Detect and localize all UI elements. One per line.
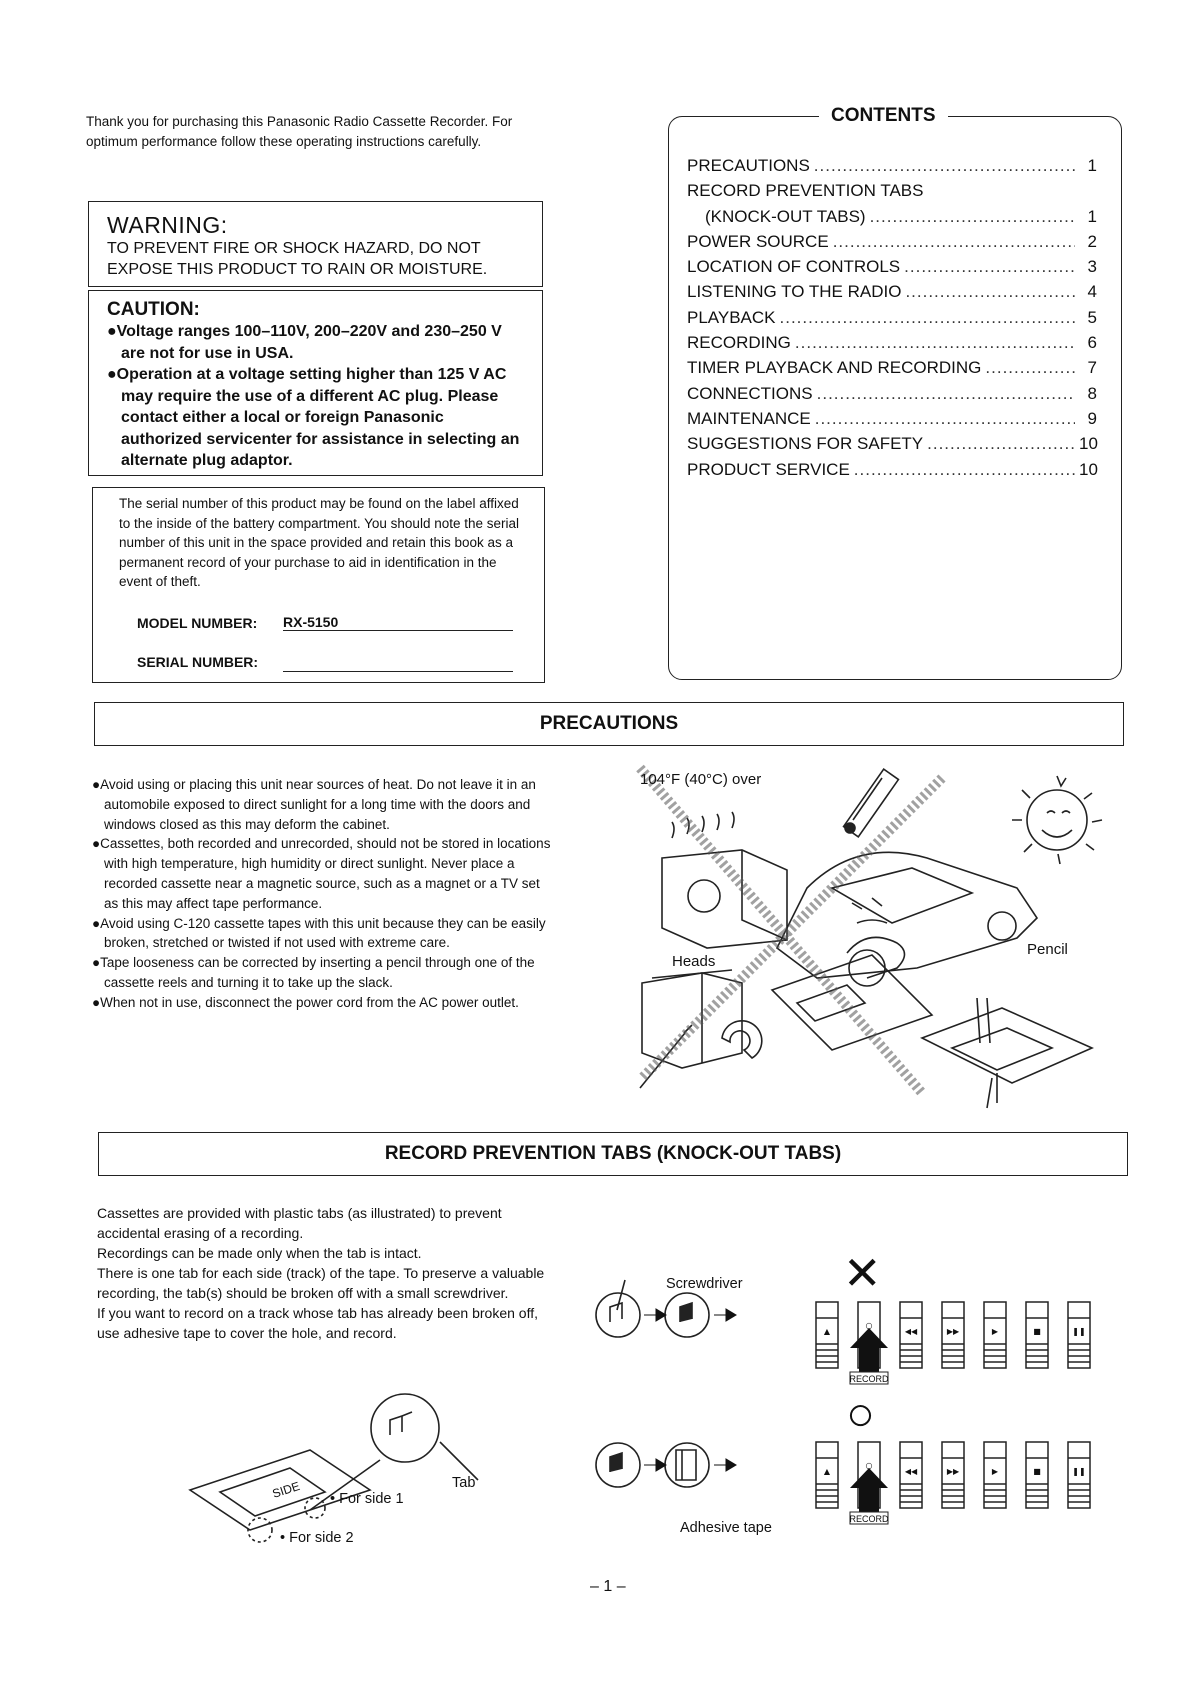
warning-text: [107, 238, 487, 280]
toc-page: 6: [1087, 333, 1097, 353]
precautions-heading: [94, 702, 1124, 746]
side2-label: • For side 2: [280, 1530, 354, 1546]
toc-leader: [904, 254, 1075, 279]
toc-leader: [985, 355, 1075, 380]
precaution-item: ●Avoid using C-120 cassette tapes with this unit because they can be easily broken, stretched or twisted if not used with extreme care.: [92, 915, 546, 951]
cassette-pencil-icon: [922, 998, 1092, 1108]
key-symbol: ▲: [823, 1467, 831, 1476]
arrow-icon: [644, 1459, 666, 1471]
adhesive-sequence: [590, 1430, 760, 1500]
warning-title: WARNING:: [107, 212, 228, 238]
sun-icon: [1012, 776, 1102, 864]
toc-item: [687, 254, 1097, 279]
toc-page: 4: [1087, 282, 1097, 302]
heads-label: Heads: [672, 953, 716, 970]
toc-leader: [833, 229, 1075, 254]
cassette-tab-illustration: [180, 1380, 510, 1560]
toc-label: RECORD PREVENTION TABS: [687, 181, 924, 201]
toc-page: 3: [1087, 257, 1097, 277]
rpt-paragraph: There is one tab for each side (track) of the tape. To preserve a valuable recording, the tab(s) should be broken off with a small screwdriver.: [97, 1265, 545, 1301]
toc-page: 7: [1087, 358, 1097, 378]
precaution-item: ●When not in use, disconnect the power cord from the AC power outlet.: [92, 994, 519, 1010]
no-record-mark: ✕: [843, 1247, 882, 1299]
key-symbol: ◀◀: [904, 1327, 918, 1336]
contents-title: CONTENTS: [819, 105, 948, 127]
key-symbol: ▲: [823, 1327, 831, 1336]
caution-list: [107, 321, 521, 472]
toc-label: LOCATION OF CONTROLS: [687, 257, 901, 277]
toc-item: [687, 457, 1097, 482]
toc-label: POWER SOURCE: [687, 231, 829, 251]
intro-text: Thank you for purchasing this Panasonic Radio Cassette Recorder. For optimum performance follow these operating instructions carefully.: [86, 114, 513, 149]
toc-leader: [815, 406, 1075, 431]
toc-item: [687, 178, 1097, 203]
toc-leader: [870, 204, 1075, 229]
toc-label: LISTENING TO THE RADIO: [687, 282, 902, 302]
radio-icon: [662, 812, 787, 948]
toc-leader: [854, 457, 1075, 482]
key-symbol: ▶: [991, 1467, 999, 1476]
serial-number-box: [92, 487, 545, 683]
cassette-side-label: SIDE: [270, 1478, 302, 1501]
contents-list: [687, 153, 1097, 482]
rpt-title: RECORD PREVENTION TABS (KNOCK-OUT TABS): [384, 1143, 842, 1164]
toc-item: [687, 153, 1097, 178]
arrow-icon: [714, 1309, 736, 1321]
rpt-text: [97, 1203, 559, 1343]
toc-item: [687, 381, 1097, 406]
rpt-paragraph: If you want to record on a track whose tab has already been broken off, use adhesive tape to cover the hole, and record.: [97, 1305, 539, 1341]
tape-heads-icon: [640, 970, 762, 1088]
toc-leader: [814, 153, 1075, 178]
toc-label: MAINTENANCE: [687, 408, 811, 428]
precautions-illustration: [632, 758, 1132, 1110]
toc-item: [687, 330, 1097, 355]
toc-leader: [817, 381, 1075, 406]
key-symbol: ▶▶: [946, 1467, 960, 1476]
toc-page: 9: [1087, 408, 1097, 428]
rpt-paragraph: Recordings can be made only when the tab is intact.: [97, 1245, 422, 1261]
record-key-label: RECORD: [849, 1374, 889, 1384]
toc-item: [687, 279, 1097, 304]
toc-page: 1: [1087, 206, 1097, 226]
toc-page: 10: [1079, 434, 1098, 454]
toc-label: PRODUCT SERVICE: [687, 459, 850, 479]
keys-record-ok: [810, 1438, 1110, 1528]
key-symbol: ○: [865, 1321, 873, 1330]
caution-item: ●Voltage ranges 100–110V, 200–220V and 230–250 V are not for use in USA.: [107, 323, 502, 362]
page-number: – 1 –: [590, 1578, 626, 1595]
screwdriver-label: Screwdriver: [666, 1276, 743, 1292]
key-symbol: ▶▶: [946, 1327, 960, 1336]
precautions-title: PRECAUTIONS: [539, 713, 679, 734]
toc-page: 1: [1087, 156, 1097, 175]
model-number-label: MODEL NUMBER:: [137, 615, 258, 631]
toc-leader: [780, 305, 1075, 330]
temperature-label: 104°F (40°C) over: [640, 771, 762, 788]
pencil-label: Pencil: [1027, 941, 1068, 958]
toc-item: [687, 431, 1097, 456]
toc-leader: [795, 330, 1075, 355]
serial-info-text: The serial number of this product may be found on the label affixed to the inside of the battery compartment. You should note the serial number of this unit in the space provided and retain this book as a permanent record of your purchase to aid in identification in the event of theft.: [119, 496, 520, 589]
toc-leader: [927, 431, 1075, 456]
model-number-text: RX-5150: [283, 614, 339, 630]
finger-arrow-icon: [850, 1468, 888, 1512]
arrow-icon: [644, 1309, 666, 1321]
toc-label: PRECAUTIONS: [687, 156, 810, 175]
rpt-heading: [98, 1132, 1128, 1176]
toc-item: [687, 305, 1097, 330]
key-symbol: ▶: [991, 1327, 999, 1336]
contents-box: [668, 105, 1122, 680]
key-symbol: ❚❚: [1072, 1327, 1086, 1336]
toc-item: [687, 229, 1097, 254]
warning-box: [88, 201, 543, 287]
key-symbol: ◀◀: [904, 1467, 918, 1476]
side1-label: • For side 1: [330, 1491, 404, 1507]
warning-line-2: EXPOSE THIS PRODUCT TO RAIN OR MOISTURE.: [107, 261, 488, 278]
rpt-paragraph: Cassettes are provided with plastic tabs (as illustrated) to prevent accidental erasing of a recording.: [97, 1205, 502, 1241]
toc-label: (KNOCK-OUT TABS): [705, 206, 866, 226]
thermometer-icon: [844, 769, 899, 837]
serial-number-line: [283, 652, 513, 672]
precaution-item: ●Tape looseness can be corrected by inserting a pencil through one of the cassette reels and turning it to take up the slack.: [92, 955, 535, 990]
precautions-list: [92, 775, 552, 1013]
toc-label: RECORDING: [687, 333, 791, 353]
adhesive-label: Adhesive tape: [680, 1520, 772, 1536]
finger-arrow-icon: [850, 1328, 888, 1372]
toc-label: CONNECTIONS: [687, 383, 813, 403]
serial-number-label: SERIAL NUMBER:: [137, 654, 259, 670]
key-symbol: ○: [865, 1461, 873, 1470]
arrow-icon: [714, 1459, 736, 1471]
record-ok-mark: ○: [846, 1388, 875, 1441]
warning-line-1: TO PREVENT FIRE OR SHOCK HAZARD, DO NOT: [107, 240, 481, 257]
key-symbol: ■: [1033, 1467, 1041, 1476]
prohibited-x-icon: [640, 768, 942, 1093]
precaution-item: ●Avoid using or placing this unit near sources of heat. Do not leave it in an automobile exposed to direct sunlight for a long time with the doors and windows closed as this may deform the cabinet.: [92, 777, 536, 832]
caution-box: [88, 290, 543, 476]
toc-item: [687, 355, 1097, 380]
key-symbol: ■: [1033, 1327, 1041, 1336]
toc-label: TIMER PLAYBACK AND RECORDING: [687, 358, 982, 378]
precaution-item: ●Cassettes, both recorded and unrecorded, should not be stored in locations with high temperature, high humidity or direct sunlight. Never place a recorded cassette near a magnetic source, such as a magnet or a TV set as this may affect tape performance.: [92, 836, 551, 911]
toc-page: 2: [1087, 231, 1097, 251]
toc-item: [687, 204, 1097, 229]
keys-no-record: [810, 1298, 1110, 1388]
model-number-value: [283, 614, 513, 631]
caution-item: ●Operation at a voltage setting higher than 125 V AC may require the use of a different AC plug. Please contact either a local or foreign Panasonic authorized servicenter for assistance in selecting an alternate plug adaptor.: [107, 366, 520, 469]
toc-leader: [905, 279, 1075, 304]
toc-page: 10: [1079, 459, 1098, 479]
toc-label: SUGGESTIONS FOR SAFETY: [687, 434, 924, 454]
toc-page: 5: [1087, 307, 1097, 327]
toc-item: [687, 406, 1097, 431]
toc-label: PLAYBACK: [687, 307, 776, 327]
caution-title: CAUTION:: [107, 299, 200, 320]
tab-label: Tab: [452, 1475, 476, 1491]
key-symbol: ❚❚: [1072, 1467, 1086, 1476]
record-key-label: RECORD: [849, 1514, 889, 1524]
toc-page: 8: [1087, 383, 1097, 403]
